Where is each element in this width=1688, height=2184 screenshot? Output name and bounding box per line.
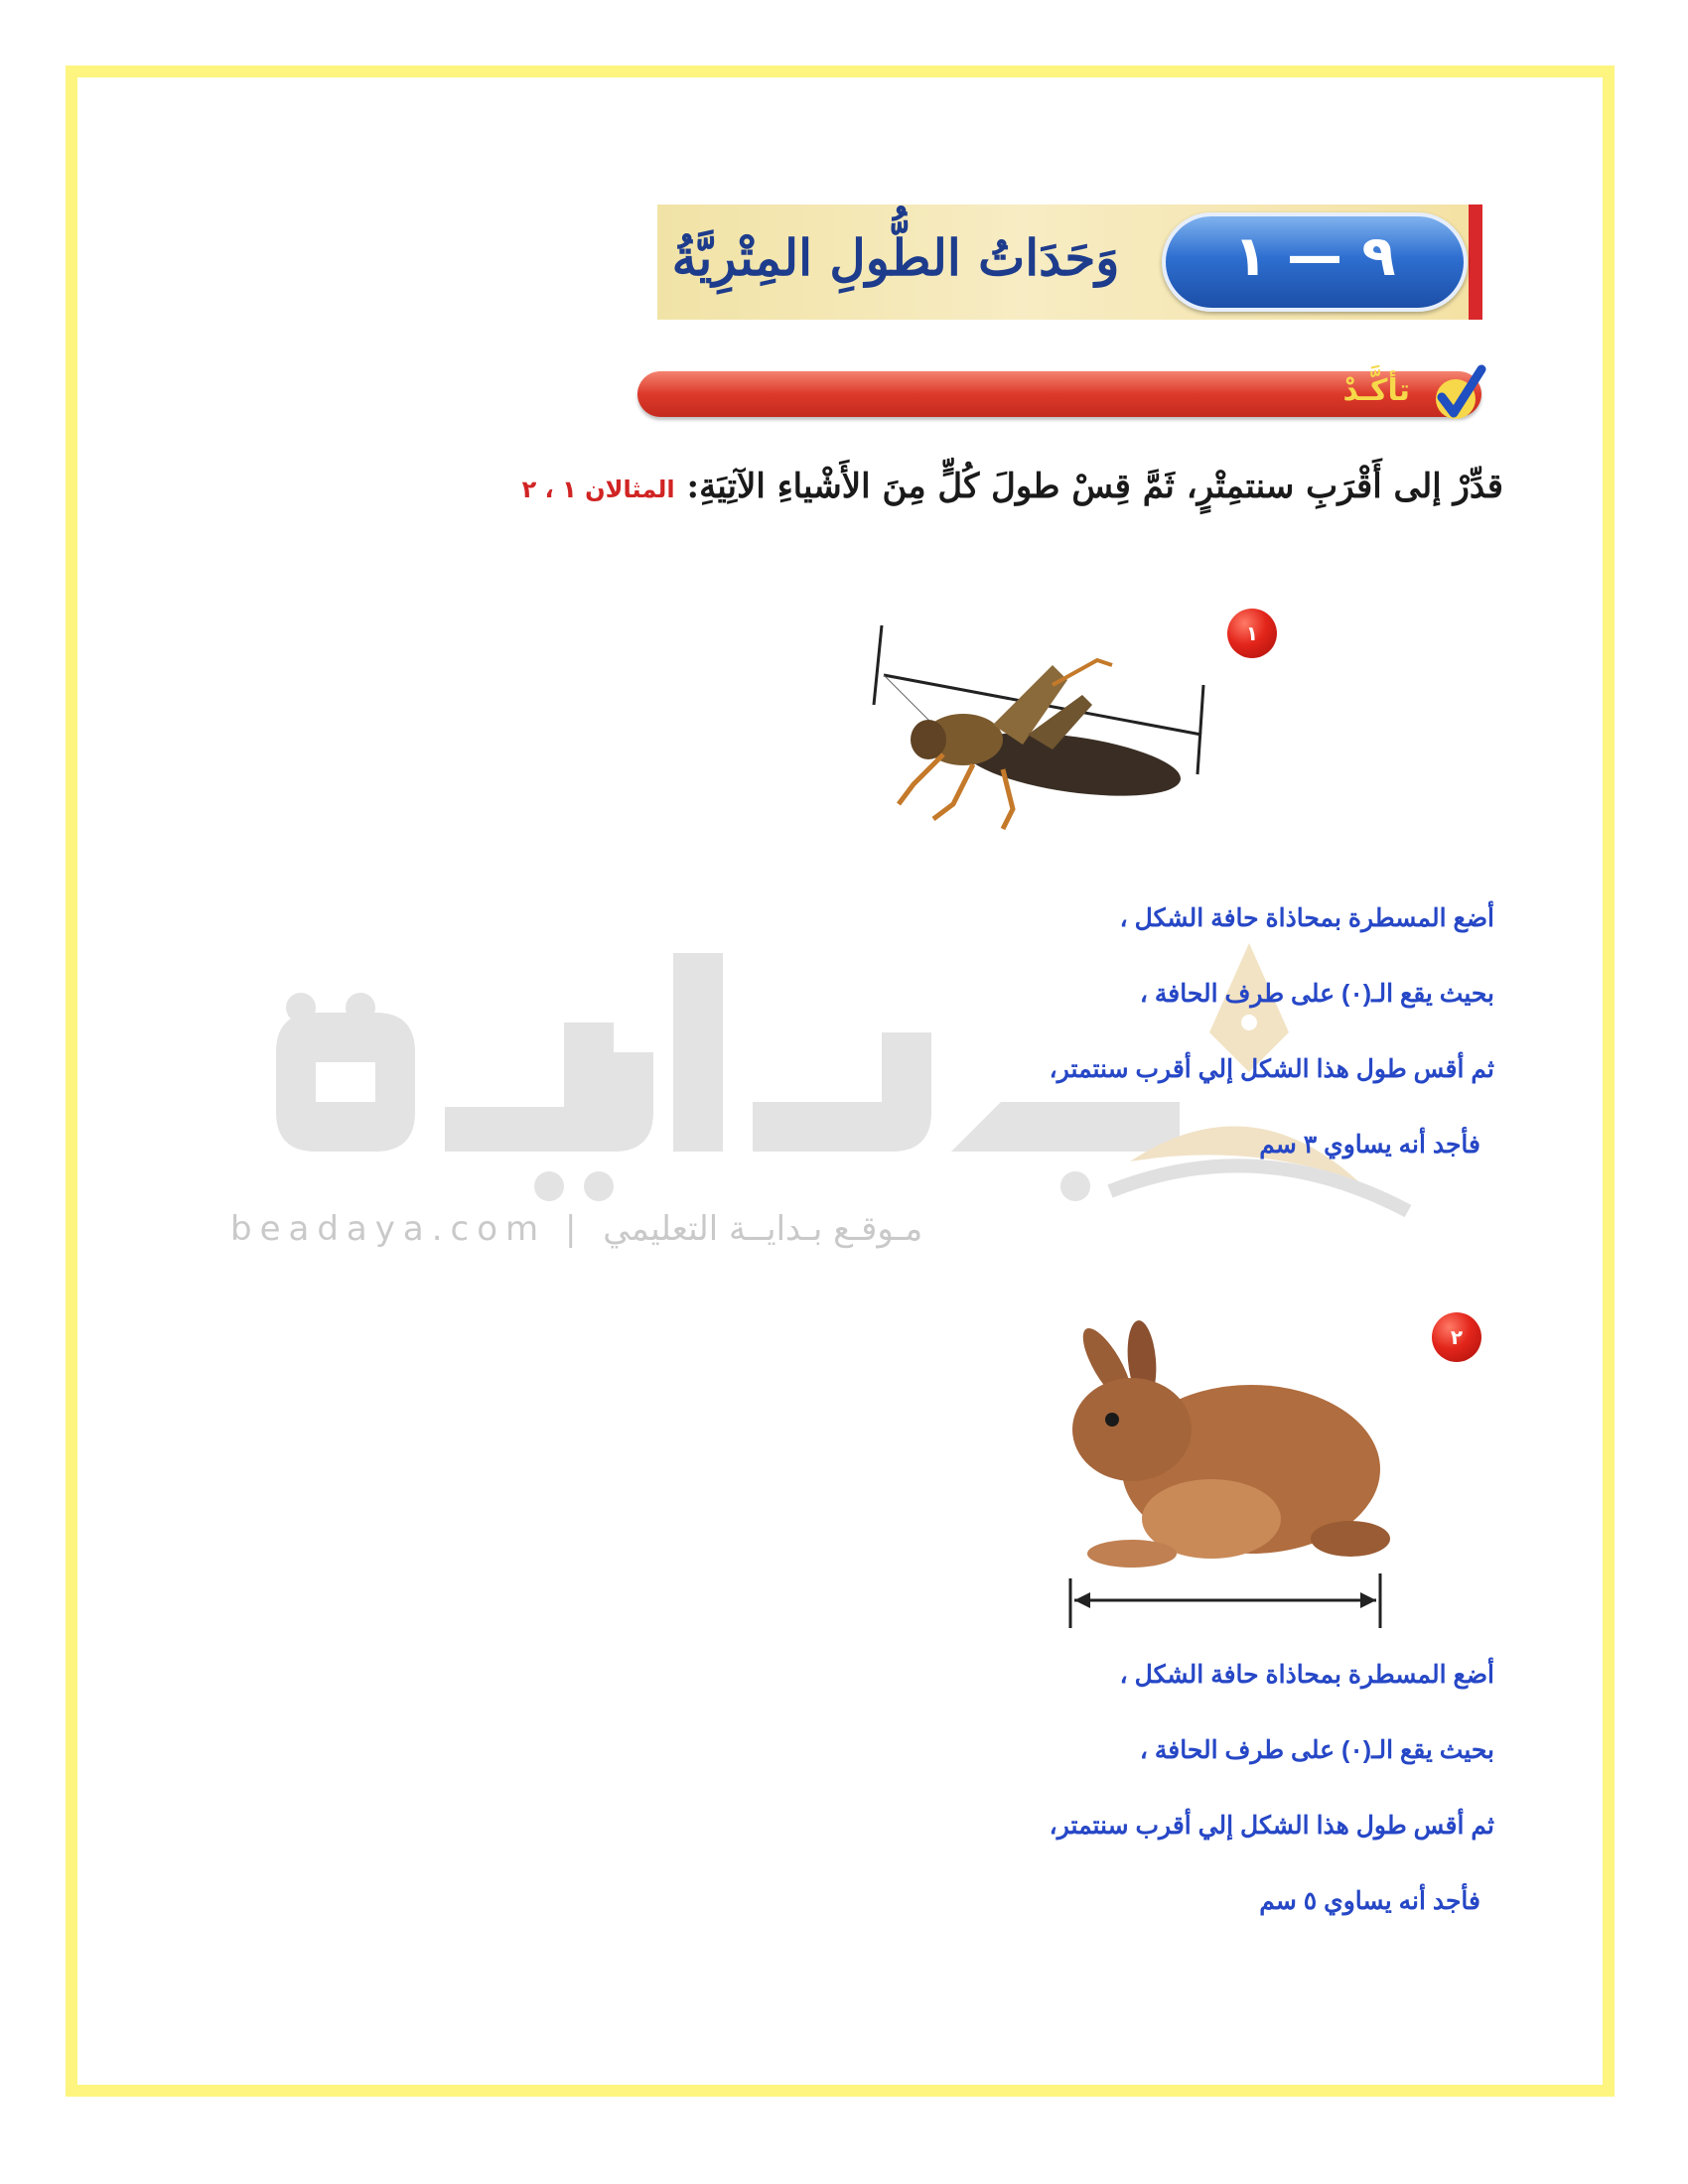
- exercise-2-answer: [874, 1660, 1494, 1962]
- lesson-title: وَحَدَاتُ الطُّولِ المِتْرِيَّةُ: [671, 228, 1120, 287]
- instruction-line: [477, 467, 1503, 526]
- answer-line: بحيث يقع الـ(٠) على طرف الحافة ،: [1139, 980, 1494, 1008]
- examples-reference: المثالان ١ ، ٢: [521, 476, 675, 503]
- answer-line: ثم أقس طول هذا الشكل إلي أقرب سنتمتر،: [1049, 1055, 1494, 1083]
- instruction-text: قدِّرْ إلى أَقْرَبِ سنتمِتْرٍ، ثَمَّ قِسْ طولَ كُلٍّ مِنَ الأَشْياءِ الآتِيَةِ:: [686, 467, 1503, 506]
- checkmark-icon: [1430, 363, 1487, 423]
- rabbit-image: [1053, 1320, 1410, 1628]
- exercise-1-answer: [874, 903, 1494, 1205]
- check-section-label: تأكَّـدْ: [1342, 373, 1410, 408]
- lesson-number: ٩ — ١: [1233, 224, 1396, 289]
- exercise-number-badge: ١: [1227, 609, 1277, 658]
- answer-line: فأجد أنه يساوي ٥ سم: [1259, 1887, 1480, 1915]
- grasshopper-image: [854, 606, 1231, 834]
- answer-line: فأجد أنه يساوي ٣ سم: [1259, 1131, 1480, 1159]
- answer-line: أضع المسطرة بمحاذاة حافة الشكل ،: [1119, 904, 1494, 932]
- watermark-caption: beadaya.com | مـوقـع بـدايــة التعليمي: [230, 1209, 923, 1249]
- answer-line: أضع المسطرة بمحاذاة حافة الشكل ،: [1119, 1661, 1494, 1689]
- answer-line: ثم أقس طول هذا الشكل إلي أقرب سنتمتر،: [1049, 1812, 1494, 1840]
- exercise-number-badge: ٢: [1432, 1312, 1481, 1362]
- answer-line: بحيث يقع الـ(٠) على طرف الحافة ،: [1139, 1736, 1494, 1764]
